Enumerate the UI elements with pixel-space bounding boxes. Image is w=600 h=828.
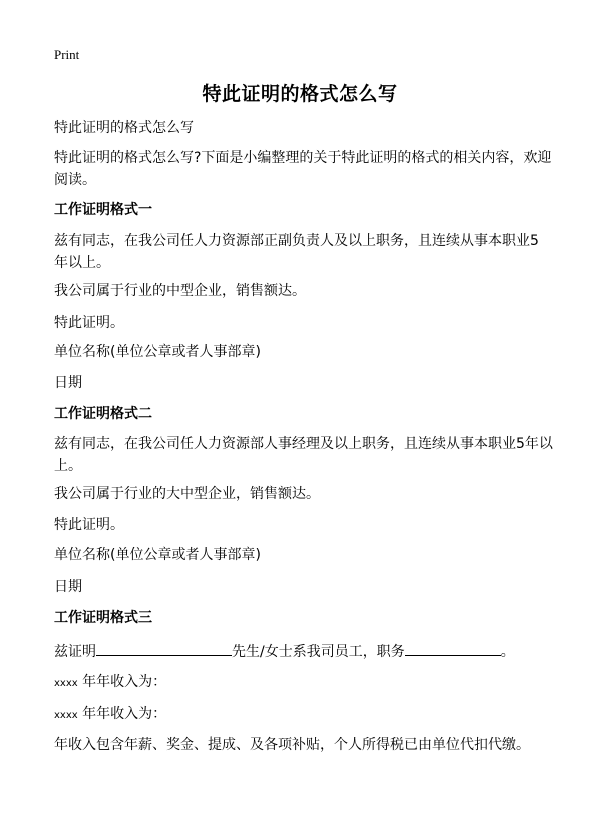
income-note: 年收入包含年薪、奖金、提成、及各项补贴，个人所得税已由单位代扣代缴。 (54, 737, 530, 753)
certificate-prefix: 兹证明 (54, 644, 96, 660)
income-year-placeholder-1: xxxx (54, 678, 78, 689)
certificate-middle: 先生/女士系我司员工，职务 (232, 644, 405, 660)
income-line-2 (54, 704, 554, 726)
section2-paragraph-2: 我公司属于行业的大中型企业，销售额达。 (54, 486, 320, 502)
certificate-end: 。 (500, 644, 515, 660)
print-label: Print (54, 47, 80, 62)
section2-paragraph-4: 单位名称(单位公章或者人事部章) (54, 547, 261, 563)
name-blank[interactable] (96, 640, 232, 656)
section2-heading: 工作证明格式二 (54, 406, 152, 422)
section2-paragraph-5: 日期 (54, 579, 82, 595)
section1-heading: 工作证明格式一 (54, 202, 152, 218)
income-line-1 (54, 672, 554, 694)
section1-paragraph-1: 兹有同志，在我公司任人力资源部正副负责人及以上职务，且连续从事本职业5年以上。 (54, 233, 539, 271)
section3-heading: 工作证明格式三 (54, 610, 152, 626)
certificate-line (54, 640, 554, 662)
page-title: 特此证明的格式怎么写 (202, 83, 398, 105)
section1-paragraph-3: 特此证明。 (54, 315, 124, 331)
income-label-2: 年年收入为： (77, 706, 167, 722)
intro-subtitle: 特此证明的格式怎么写 (54, 120, 194, 136)
position-blank[interactable] (405, 640, 501, 656)
section2-paragraph-3: 特此证明。 (54, 517, 124, 533)
intro-paragraph: 特此证明的格式怎么写?下面是小编整理的关于特此证明的格式的相关内容，欢迎阅读。 (54, 150, 552, 188)
section1-paragraph-4: 单位名称(单位公章或者人事部章) (54, 344, 261, 360)
section1-paragraph-2: 我公司属于行业的中型企业，销售额达。 (54, 283, 306, 299)
income-label-1: 年年收入为： (77, 674, 167, 690)
section2-paragraph-1: 兹有同志，在我公司任人力资源部人事经理及以上职务，且连续从事本职业5年以上。 (54, 436, 553, 474)
income-year-placeholder-2: xxxx (54, 710, 78, 721)
section1-paragraph-5: 日期 (54, 375, 82, 391)
